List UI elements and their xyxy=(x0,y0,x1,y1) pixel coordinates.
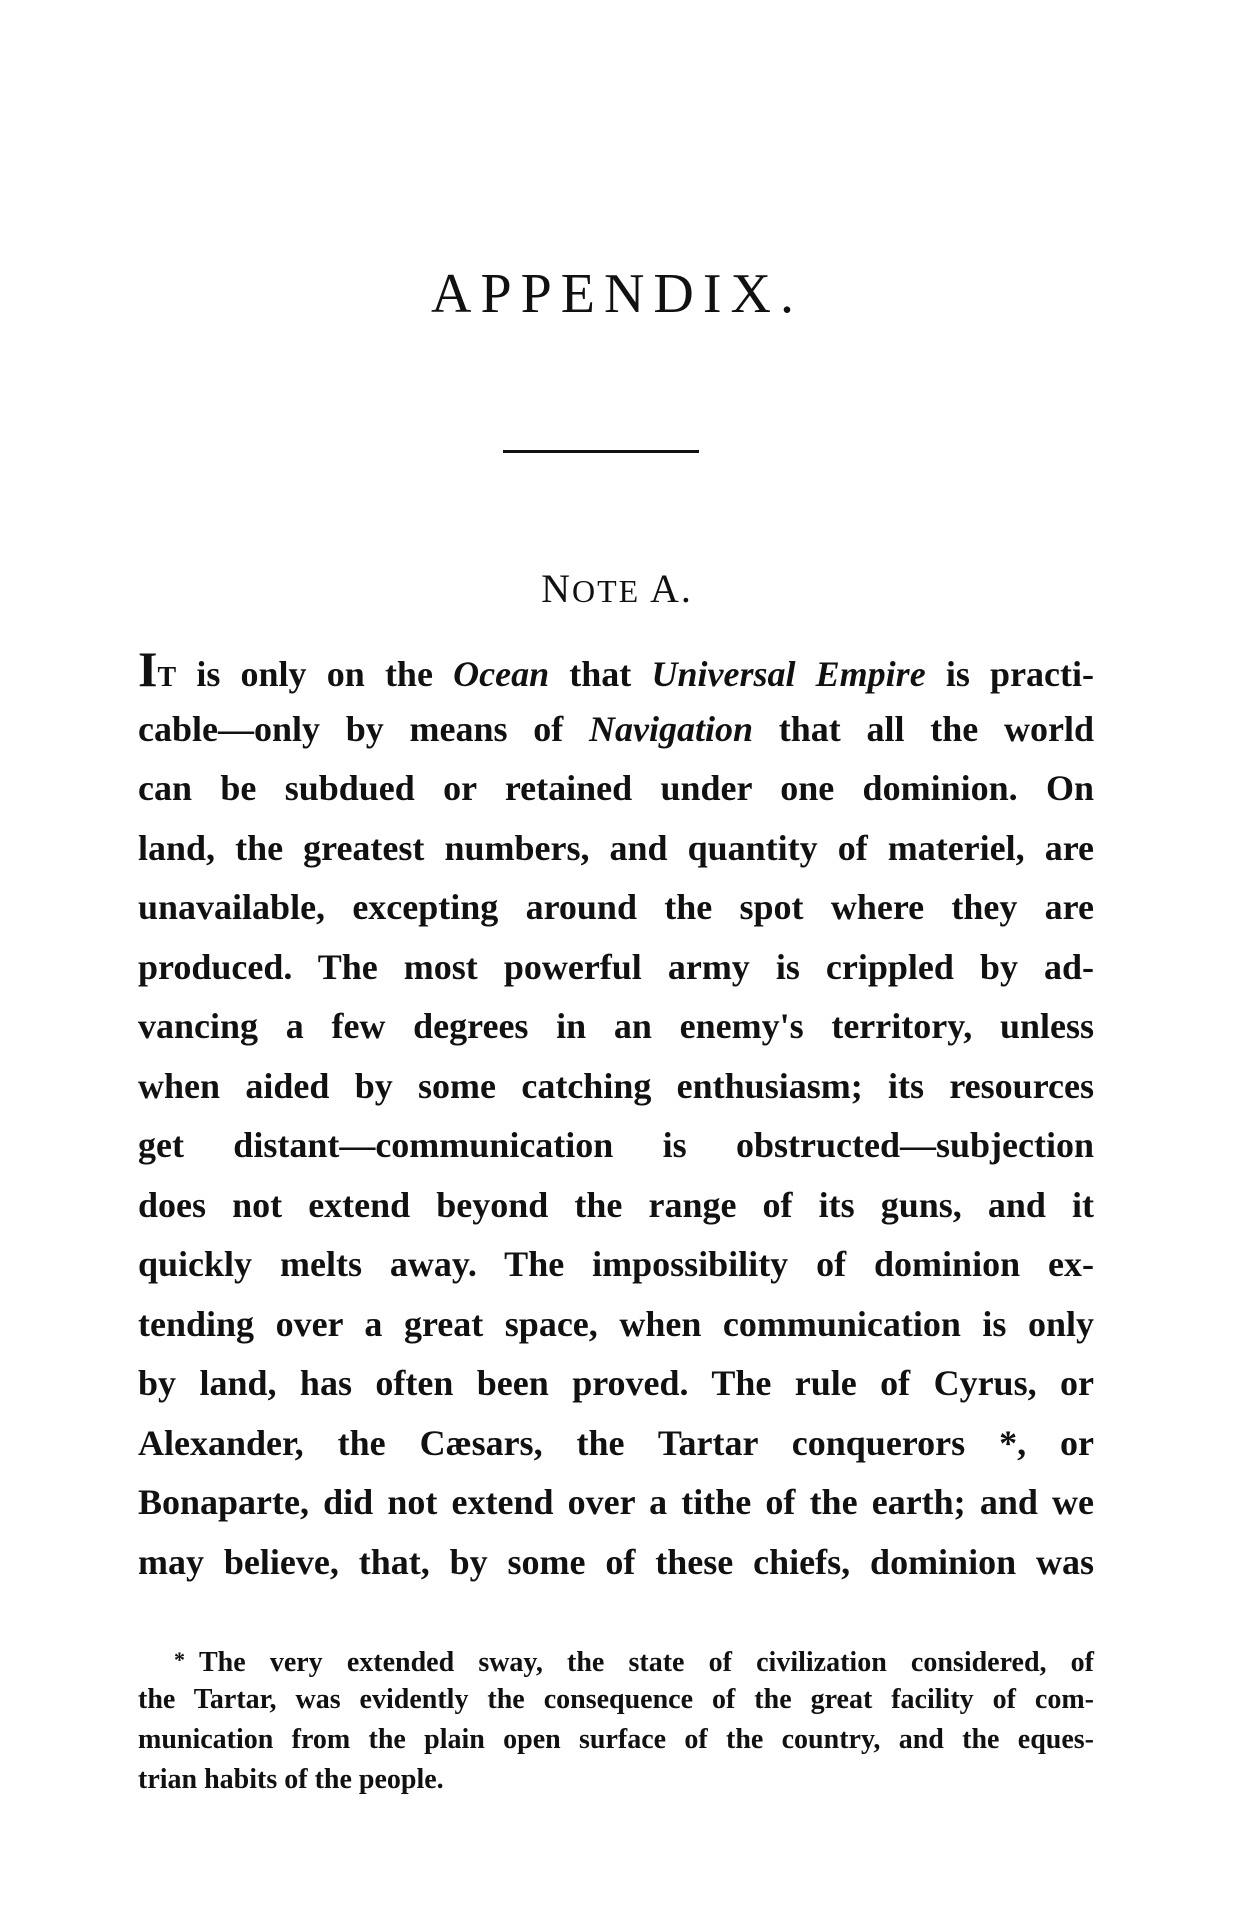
body-line-4: land, the greatest numbers, and quantity of materiel, are xyxy=(138,827,1094,868)
body-text-fragment: that xyxy=(549,654,652,694)
body-line-16: may believe, that, by some of these chiefs, dominion was xyxy=(138,1541,1094,1582)
navigation-italic: Navigation xyxy=(589,708,754,749)
footnote-text: The very extended sway, the state of civilization considered, of xyxy=(199,1647,1094,1678)
body-text-fragment: is practi- xyxy=(925,654,1095,694)
body-line-15: Bonaparte, did not extend over a tithe of the earth; and we xyxy=(138,1482,1094,1522)
body-line-11: quickly melts away. The impossibility of dominion ex- xyxy=(138,1244,1094,1284)
drop-initial: I xyxy=(138,641,158,697)
body-text-fragment: that all the world xyxy=(753,708,1094,749)
body-line-7: vancing a few degrees in an enemy's territory, unless xyxy=(138,1006,1094,1046)
body-line-5: unavailable, excepting around the spot where they are xyxy=(138,887,1094,927)
note-title-initial: N xyxy=(541,566,572,611)
footnote-line-1 xyxy=(138,1640,1094,1680)
body-text-fragment: cable—only by means of xyxy=(138,708,589,749)
note-title xyxy=(0,565,1234,612)
body-line-9: get distant—communication is obstructed—subjection xyxy=(138,1125,1094,1165)
appendix-heading: APPENDIX. xyxy=(431,263,803,325)
ocean-italic: Ocean xyxy=(453,654,550,694)
note-title-smallcaps: OTE xyxy=(572,573,641,609)
footnote-line-3: munication from the plain open surface of the country, and the eques- xyxy=(138,1724,1094,1755)
heading-divider-rule xyxy=(503,450,699,453)
body-line-12: tending over a great space, when communication is only xyxy=(138,1303,1094,1344)
body-line-10: does not extend beyond the range of its guns, and it xyxy=(138,1184,1094,1225)
footnote-line-2: the Tartar, was evidently the consequence of the great facility of com- xyxy=(138,1684,1094,1715)
body-line-3: can be subdued or retained under one dominion. On xyxy=(138,768,1094,808)
body-text-fragment: is only on the xyxy=(176,654,454,694)
body-line-13: by land, has often been proved. The rule of Cyrus, or xyxy=(138,1363,1094,1403)
footnote-marker: * xyxy=(174,1647,185,1672)
drop-initial-rest: T xyxy=(157,662,177,693)
body-line-1 xyxy=(138,640,1094,700)
body-line-2 xyxy=(138,700,1094,760)
body-line-14: Alexander, the Cæsars, the Tartar conquerors *, or xyxy=(138,1422,1094,1463)
footnote-line-4: trian habits of the people. xyxy=(138,1764,444,1795)
note-body-paragraph xyxy=(138,640,1094,1592)
body-line-6: produced. The most powerful army is crippled by ad- xyxy=(138,946,1094,987)
note-title-letter: A. xyxy=(650,566,693,611)
body-line-8: when aided by some catching enthusiasm; its resources xyxy=(138,1065,1094,1106)
footnote xyxy=(138,1640,1094,1800)
universal-empire-italic: Universal Empire xyxy=(651,654,926,694)
